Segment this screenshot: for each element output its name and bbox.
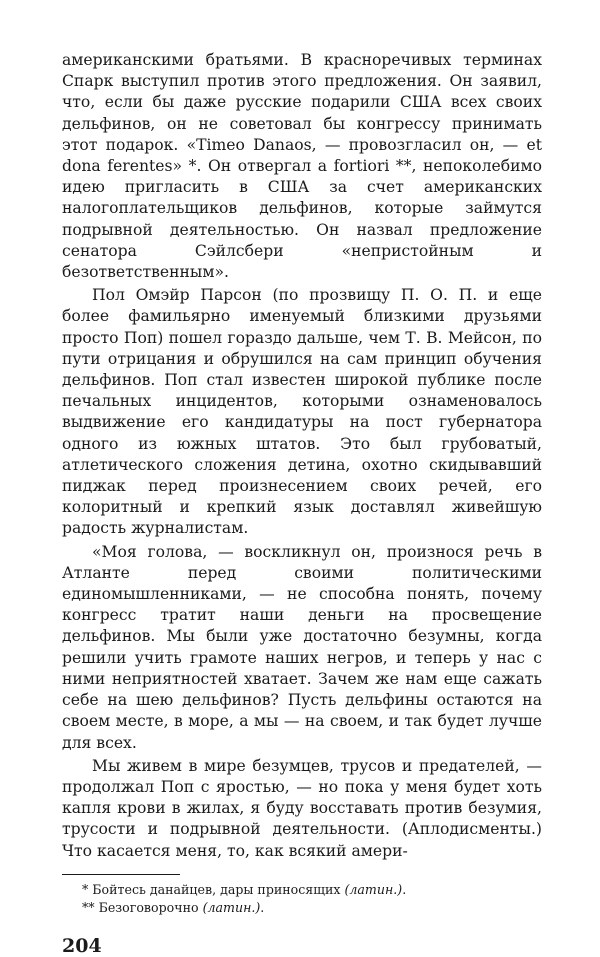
footnote-divider xyxy=(62,874,180,875)
book-page xyxy=(62,50,542,957)
footnote-1-lang: (латин.) xyxy=(344,881,403,897)
footnote-2-text: ** Безоговорочно xyxy=(82,899,199,915)
footnote-1-text: * Бойтесь данайцев, дары приносящих xyxy=(82,881,341,897)
footnote-2-lang: (латин.) xyxy=(202,899,261,915)
footnote-2-tail: . xyxy=(260,899,265,915)
paragraph-1: американскими братьями. В красноречивых терминах Спарк выступил против этого предложения. Он заявил, что, если бы даже русские подарили США всех своих дельфинов, он не советовал бы конгрессу принимать этот подарок. «Timeo Danaos, — провозгласил он, — et dona ferentes» *. Он отвергал a fortiori **, непоколебимо идею пригласить в США за счет американских налогоплательщиков дельфинов, которые займутся подрывной деятельностью. Он назвал предложение сенатора Сэйлсбери «непристойным и безответственным». xyxy=(62,51,542,282)
page-number: 204 xyxy=(62,934,102,957)
paragraph-4: Мы живем в мире безумцев, трусов и предателей, — продолжал Поп с яростью, — но пока у меня будет хоть капля крови в жилах, я буду восставать против безумия, трусости и подрывной деятельности. (Аплодисменты.) Что касается меня, то, как всякий амери- xyxy=(62,756,542,860)
footnote-2 xyxy=(62,899,542,917)
footnote-1-tail: . xyxy=(402,881,407,897)
paragraph-3: «Моя голова, — воскликнул он, произнося речь в Атланте перед своими политическими единомышленниками, — не способна понять, почему конгресс тратит наши деньги на просвещение дельфинов. Мы были уже достаточно безумны, когда решили учить грамоте наших негров, и теперь у нас с ними неприятностей хватает. Зачем же нам еще сажать себе на шею дельфинов? Пусть дельфины остаются на своем месте, в море, а мы — на своем, и так будет лучше для всех. xyxy=(62,542,542,752)
footnote-1 xyxy=(62,881,542,899)
paragraph-2: Пол Омэйр Парсон (по прозвищу П. О. П. и еще более фамильярно именуемый близкими друзьями просто Поп) пошел гораздо дальше, чем Т. В. Мейсон, по пути отрицания и обрушился на сам принцип обучения дельфинов. Поп стал известен широкой публике после печальных инцидентов, которыми ознаменовалось выдвижение его кандидатуры на пост губернатора одного из южных штатов. Это был грубоватый, атлетического сложения детина, охотно скидывавший пиджак перед произнесением своих речей, его колоритный и крепкий язык доставлял живейшую радость журналистам. xyxy=(62,286,542,538)
